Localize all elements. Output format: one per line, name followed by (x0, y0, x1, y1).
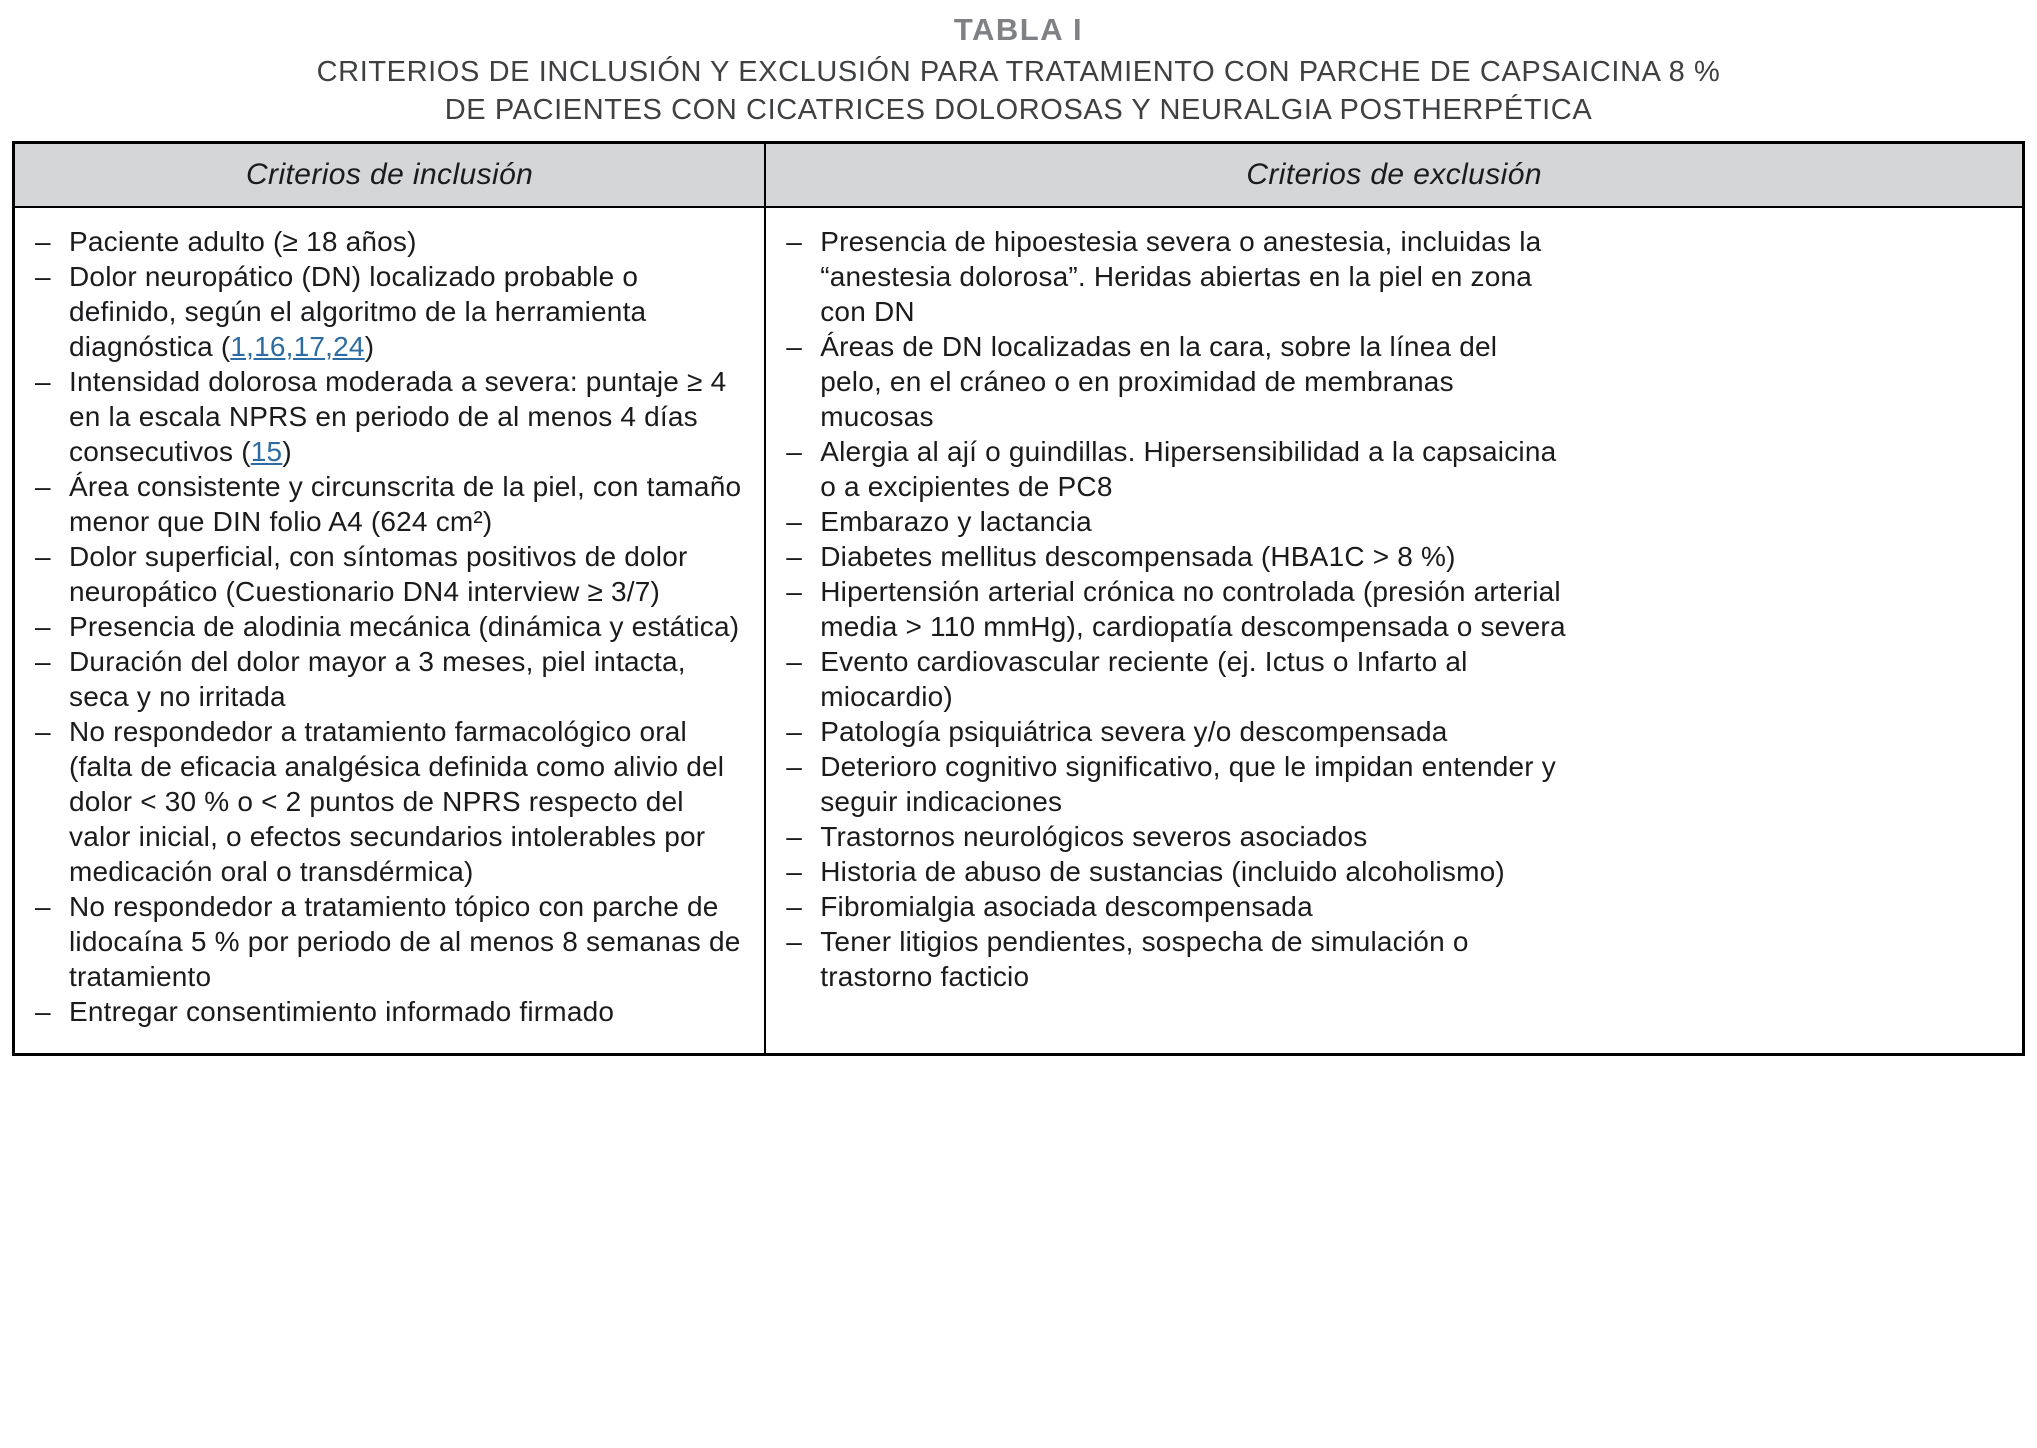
criteria-item: – No respondedor a tratamiento farmacológico oral (falta de eficacia analgésica definida como alivio del dolor < 30 % o < 2 puntos de NPRS respecto del valor inicial, o efectos secundarios intolerables por medicación oral o transdérmica) (35, 716, 725, 887)
bullet-dash: – (786, 891, 803, 922)
bullet-dash: – (786, 576, 803, 607)
criteria-item: – Tener litigios pendientes, sospecha de simulación o trastorno facticio (786, 926, 1469, 992)
bullet-dash: – (786, 541, 803, 572)
criteria-item: – Embarazo y lactancia (786, 506, 1092, 537)
bullet-dash: – (786, 331, 803, 362)
table-number: TABLA I (953, 12, 1084, 47)
exclusion-criteria-cell (765, 207, 2023, 1055)
bullet-dash: – (786, 436, 803, 467)
criteria-item: – Paciente adulto (≥ 18 años) (35, 226, 417, 257)
criteria-item: – Dolor neuropático (DN) localizado probable o definido, según el algoritmo de la herramienta diagnóstica (1,16,17,24) (35, 261, 647, 362)
criteria-table-header-row (14, 143, 2024, 208)
bullet-dash: – (786, 926, 803, 957)
bullet-dash: – (786, 226, 803, 257)
bullet-dash: – (35, 541, 51, 572)
inclusion-criteria-list (35, 224, 746, 1029)
criteria-item: – Fibromialgia asociada descompensada (786, 891, 1313, 922)
bullet-dash: – (786, 856, 803, 887)
criteria-item: – Historia de abuso de sustancias (incluido alcoholismo) (786, 856, 1505, 887)
criteria-item: – Diabetes mellitus descompensada (HBA1C > 8 %) (786, 541, 1456, 572)
criteria-item: – Entregar consentimiento informado firmado (35, 996, 615, 1027)
bullet-dash: – (786, 506, 803, 537)
exclusion-criteria-list (786, 224, 1566, 994)
citation-link[interactable]: 1,16,17,24 (230, 331, 365, 362)
bullet-dash: – (786, 751, 803, 782)
criteria-item: – Presencia de hipoestesia severa o anestesia, incluidas la “anestesia dolorosa”. Heridas abiertas en la piel en zona con DN (786, 226, 1542, 327)
criteria-table (12, 141, 2025, 1056)
criteria-item: – Hipertensión arterial crónica no controlada (presión arterial media > 110 mmHg), cardiopatía descompensada o severa (786, 576, 1566, 642)
bullet-dash: – (786, 821, 803, 852)
criteria-item: – No respondedor a tratamiento tópico con parche de lidocaína 5 % por periodo de al menos 8 semanas de tratamiento (35, 891, 741, 992)
inclusion-criteria-cell (14, 207, 766, 1055)
criteria-item: – Duración del dolor mayor a 3 meses, piel intacta, seca y no irritada (35, 646, 686, 712)
bullet-dash: – (35, 366, 51, 397)
bullet-dash: – (786, 716, 803, 747)
criteria-item: – Alergia al ají o guindillas. Hipersensibilidad a la capsaicina o a excipientes de PC8 (786, 436, 1557, 502)
criteria-item: – Patología psiquiátrica severa y/o descompensada (786, 716, 1448, 747)
page-header (0, 0, 2037, 129)
criteria-item: – Intensidad dolorosa moderada a severa: puntaje ≥ 4 en la escala NPRS en periodo de al menos 4 días consecutivos (15) (35, 366, 727, 467)
bullet-dash: – (35, 891, 51, 922)
column-header-exclusion: Criterios de exclusión (765, 143, 2023, 208)
bullet-dash: – (35, 261, 51, 292)
criteria-item: – Deterioro cognitivo significativo, que le impidan entender y seguir indicaciones (786, 751, 1556, 817)
citation-link[interactable]: 15 (250, 436, 283, 467)
criteria-item: – Dolor superficial, con síntomas positivos de dolor neuropático (Cuestionario DN4 interview ≥ 3/7) (35, 541, 688, 607)
table-title-line1: CRITERIOS DE INCLUSIÓN Y EXCLUSIÓN PARA TRATAMIENTO CON PARCHE DE CAPSAICINA 8 % (316, 56, 1721, 88)
criteria-item: – Evento cardiovascular reciente (ej. Ictus o Infarto al miocardio) (786, 646, 1468, 712)
criteria-item: – Trastornos neurológicos severos asociados (786, 821, 1368, 852)
table-title-line2: DE PACIENTES CON CICATRICES DOLOROSAS Y NEURALGIA POSTHERPÉTICA (444, 94, 1593, 126)
bullet-dash: – (35, 226, 51, 257)
bullet-dash: – (35, 471, 51, 502)
bullet-dash: – (35, 996, 51, 1027)
bullet-dash: – (35, 646, 51, 677)
criteria-item: – Áreas de DN localizadas en la cara, sobre la línea del pelo, en el cráneo o en proximidad de membranas mucosas (786, 331, 1498, 432)
bullet-dash: – (35, 611, 51, 642)
bullet-dash: – (35, 716, 51, 747)
criteria-item: – Área consistente y circunscrita de la piel, con tamaño menor que DIN folio A4 (624 cm²) (35, 471, 742, 537)
column-header-inclusion: Criterios de inclusión (14, 143, 766, 208)
criteria-item: – Presencia de alodinia mecánica (dinámica y estática) (35, 611, 740, 642)
bullet-dash: – (786, 646, 803, 677)
